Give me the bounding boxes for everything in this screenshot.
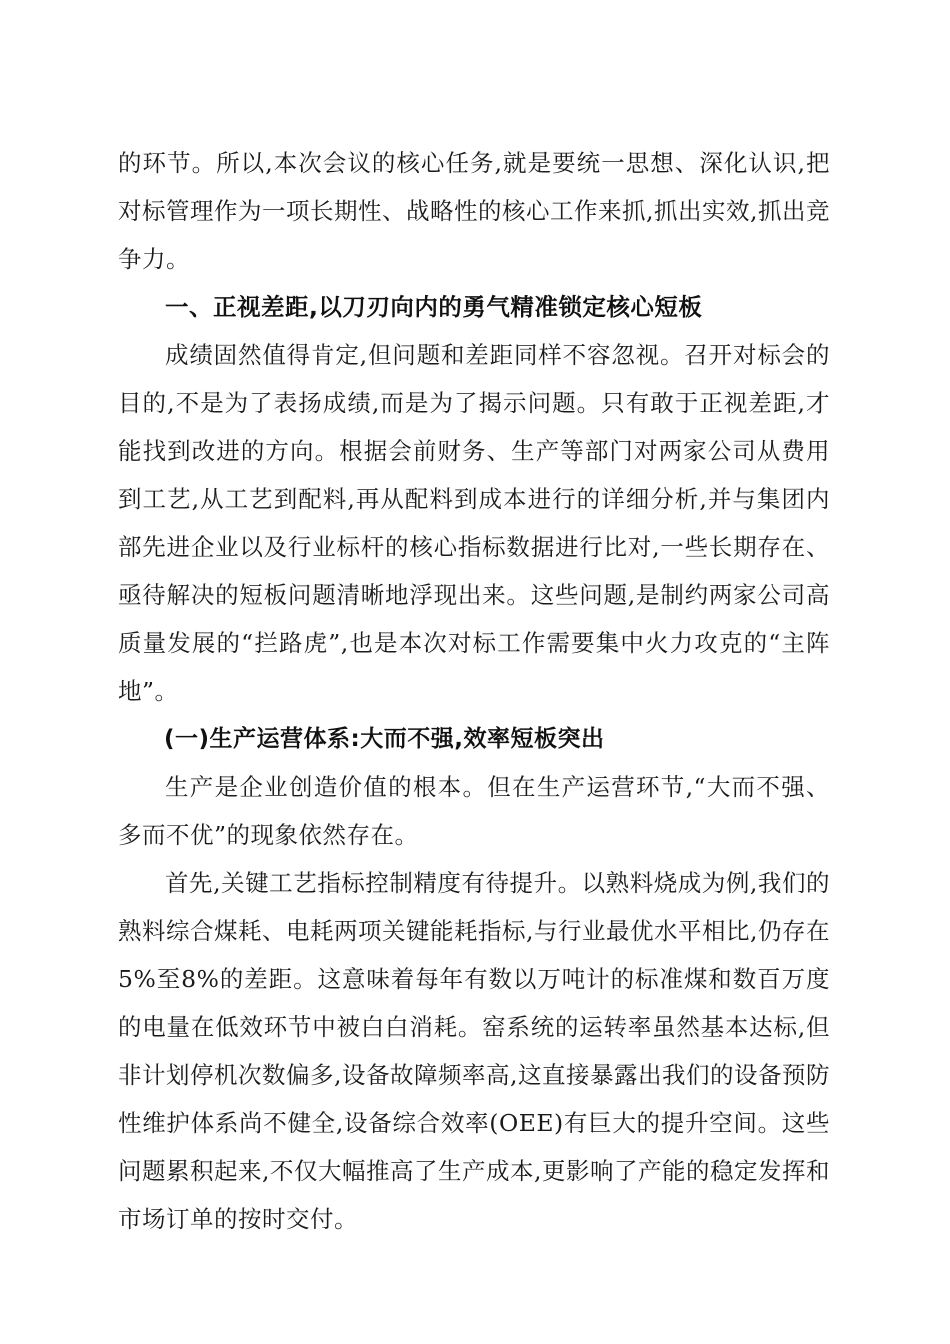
- subsection-heading: (一)生产运营体系:大而不强,效率短板突出: [164, 726, 605, 752]
- document-body: [118, 139, 830, 1243]
- section-heading: 一、正视差距,以刀刃向内的勇气精准锁定核心短板: [165, 293, 703, 321]
- paragraph-production: 生产是企业创造价值的根本。但在生产运营环节,“大而不强、多而不优”的现象依然存在。: [118, 773, 830, 849]
- paragraph-intro: 成绩固然值得肯定,但问题和差距同样不容忽视。召开对标会的目的,不是为了表扬成绩,而是为了揭示问题。只有敢于正视差距,才能找到改进的方向。根据会前财务、生产等部门对两家公司从费用到工艺,从工艺到配料,再从配料到成本进行的详细分析,并与集团内部先进企业以及行业标杆的核心指标数据进行比对,一些长期存在、亟待解决的短板问题清晰地浮现出来。这些问题,是制约两家公司高质量发展的“拦路虎”,也是本次对标工作需要集中火力攻克的“主阵地”。: [118, 341, 830, 705]
- paragraph-continuation: 的环节。所以,本次会议的核心任务,就是要统一思想、深化认识,把对标管理作为一项长期性、战略性的核心工作来抓,抓出实效,抓出竞争力。: [118, 149, 830, 273]
- paragraph-first-point: 首先,关键工艺指标控制精度有待提升。以熟料烧成为例,我们的熟料综合煤耗、电耗两项关键能耗指标,与行业最优水平相比,仍存在5%至8%的差距。这意味着每年有数以万吨计的标准煤和数百万度的电量在低效环节中被白白消耗。窑系统的运转率虽然基本达标,但非计划停机次数偏多,设备故障频率高,这直接暴露出我们的设备预防性维护体系尚不健全,设备综合效率(OEE)有巨大的提升空间。这些问题累积起来,不仅大幅推高了生产成本,更影响了产能的稳定发挥和市场订单的按时交付。: [118, 869, 830, 1233]
